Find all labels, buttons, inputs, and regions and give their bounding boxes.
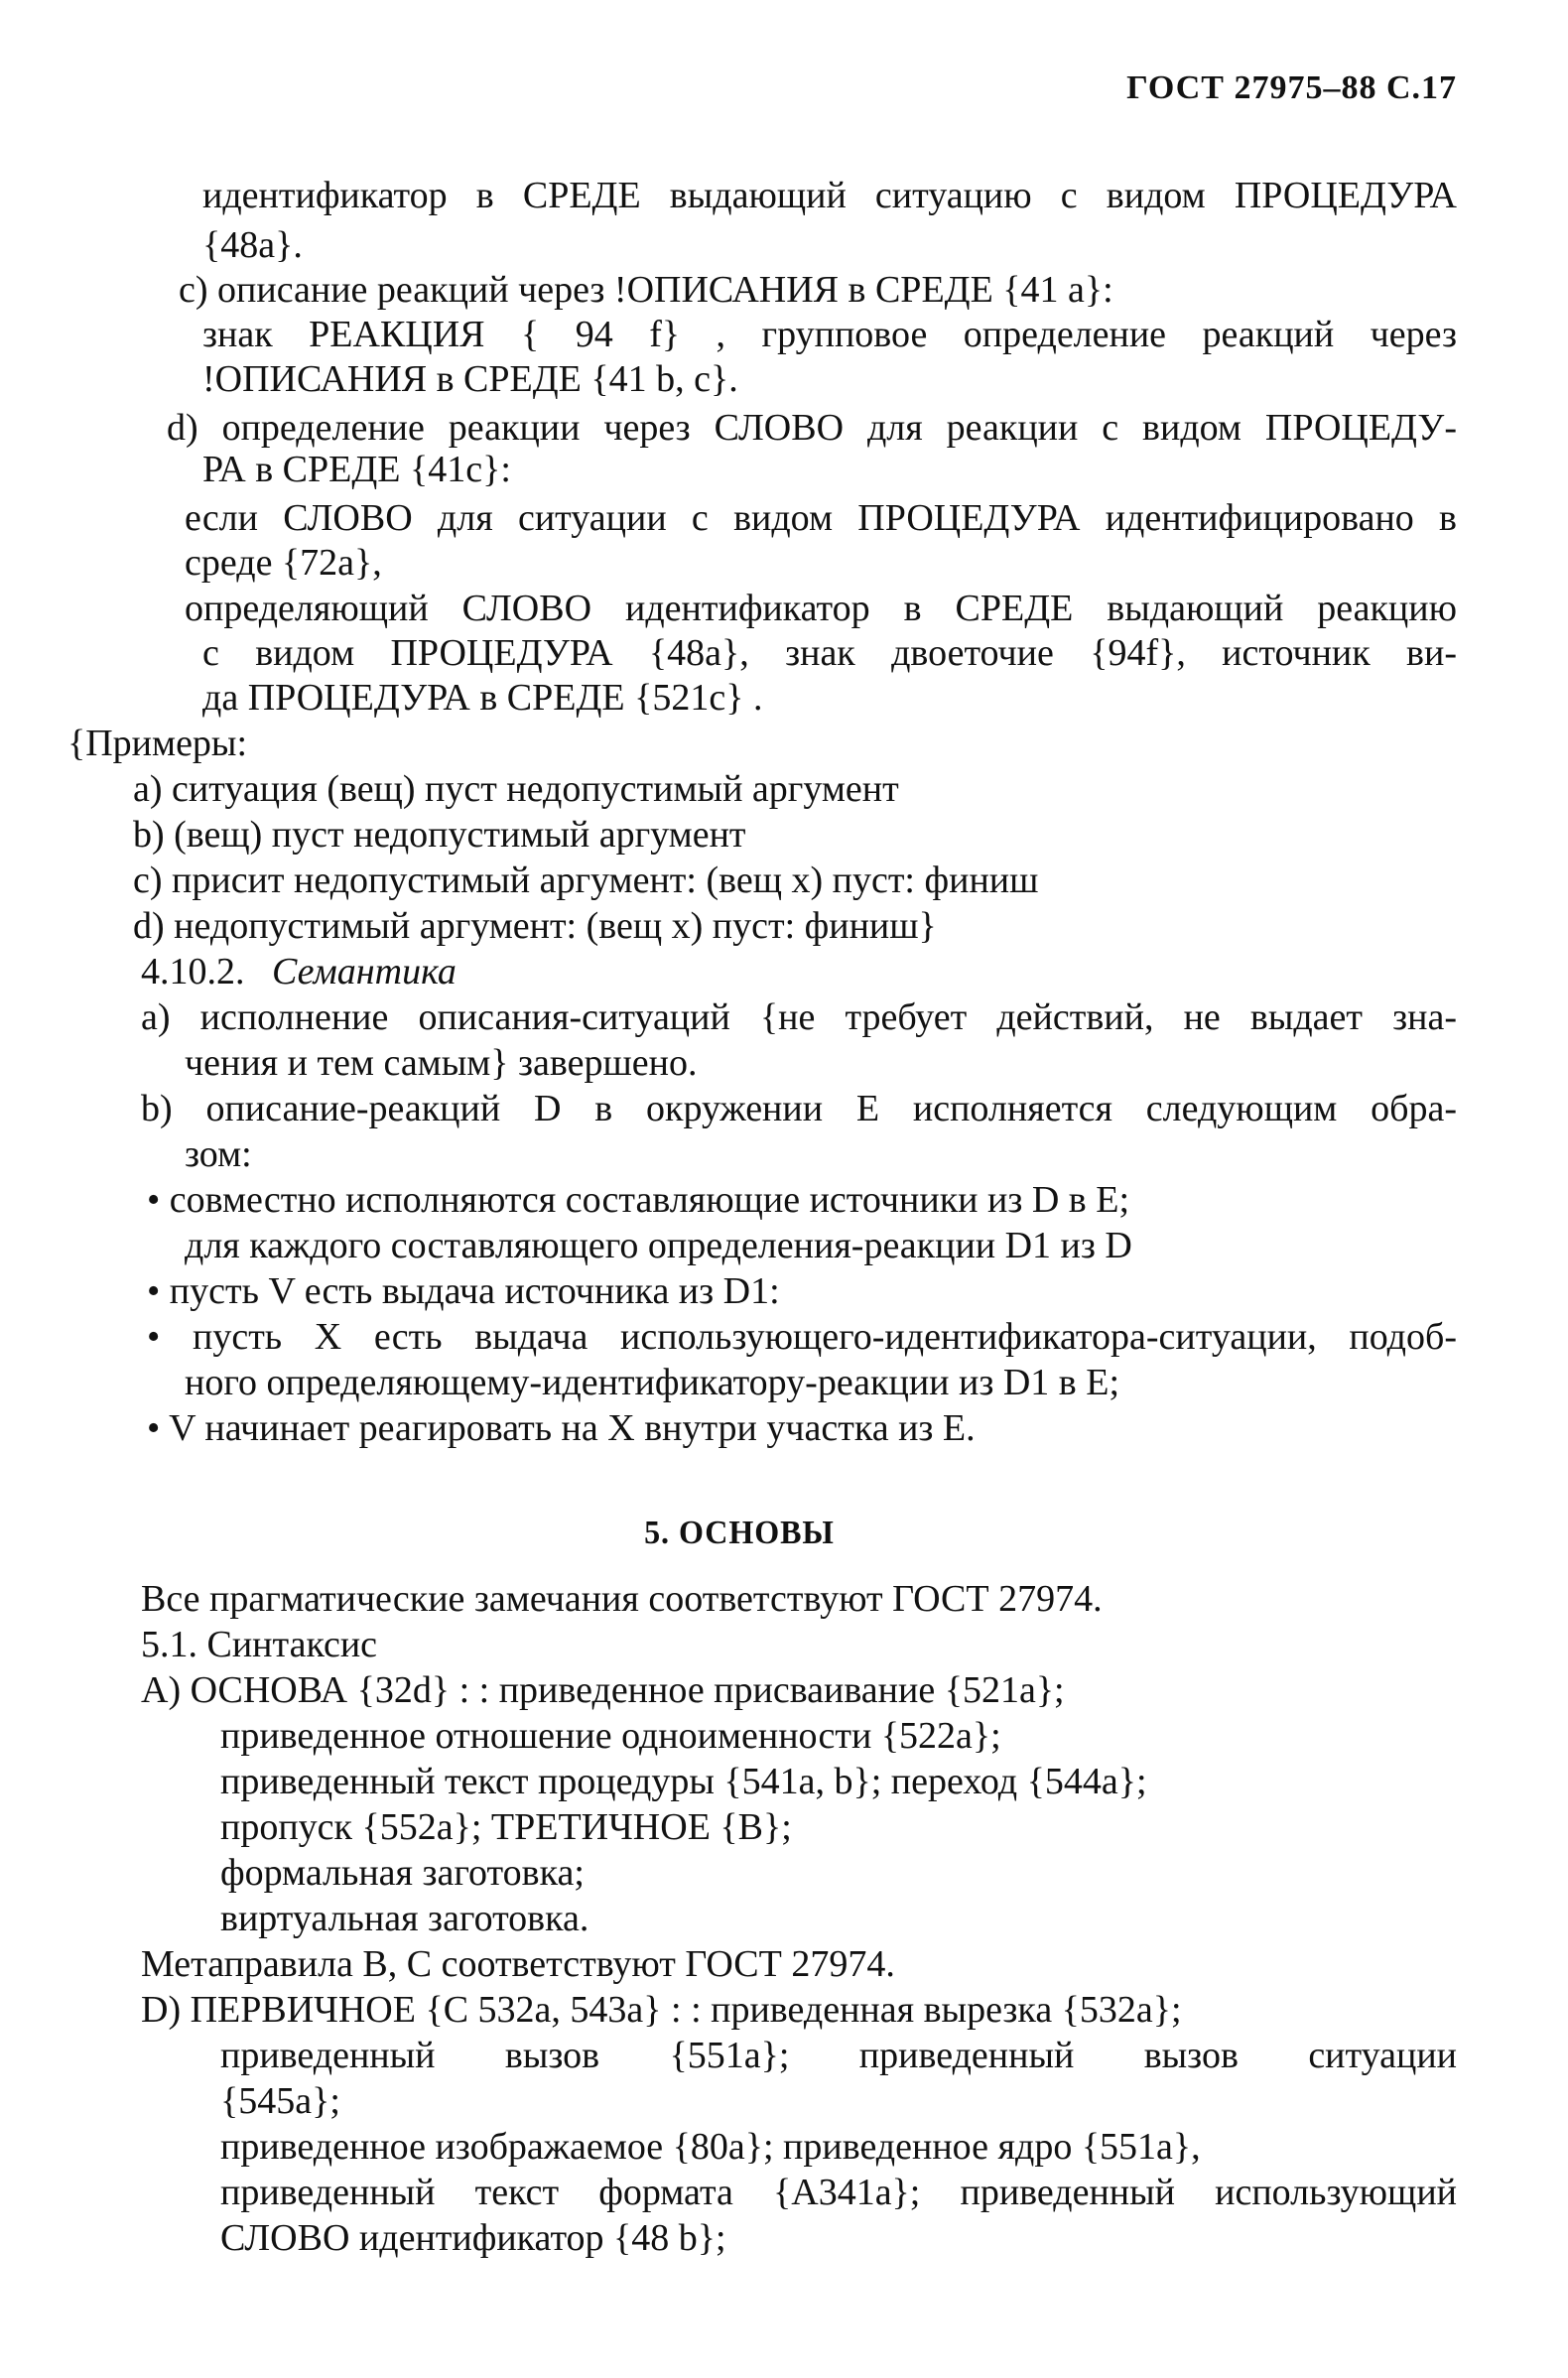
text-line: b) описание-реакций D в окружении E исполняется следующим обра- bbox=[141, 1088, 1457, 1129]
bullet-item: • пусть X есть выдача использующего-идентификатора-ситуации, подоб- bbox=[147, 1316, 1457, 1358]
rule-line: D) ПЕРВИЧНОЕ {C 532a, 543a} : : приведенная вырезка {532a}; bbox=[141, 1989, 1182, 2031]
text-line: да ПРОЦЕДУРА в СРЕДЕ {521c} . bbox=[202, 677, 763, 719]
text-line: Все прагматические замечания соответствуют ГОСТ 27974. bbox=[141, 1578, 1103, 1620]
example-item: a) ситуация (вещ) пуст недопустимый аргумент bbox=[133, 768, 899, 810]
text-line: зом: bbox=[185, 1133, 252, 1175]
rule-line: виртуальная заготовка. bbox=[220, 1898, 589, 1939]
text-line: с видом ПРОЦЕДУРА {48a}, знак двоеточие {94f}, источник ви- bbox=[202, 632, 1457, 674]
section-number: 4.10.2. bbox=[141, 951, 245, 992]
text-line: ного определяющему-идентификатору-реакции из D1 в E; bbox=[185, 1362, 1120, 1403]
rule-line: пропуск {552a}; ТРЕТИЧНОЕ {B}; bbox=[220, 1806, 792, 1848]
text-line: среде {72a}, bbox=[185, 542, 382, 584]
text-line: РА в СРЕДЕ {41c}: bbox=[202, 449, 511, 490]
subsection-title: 5.1. Синтаксис bbox=[141, 1624, 378, 1665]
text-line: знак РЕАКЦИЯ { 94 f} , групповое определение реакций через bbox=[202, 314, 1457, 355]
example-item: d) недопустимый аргумент: (вещ x) пуст: финиш} bbox=[133, 905, 937, 947]
rule-line: СЛОВО идентификатор {48 b}; bbox=[220, 2217, 726, 2259]
text-line: идентификатор в СРЕДЕ выдающий ситуацию с видом ПРОЦЕДУРА bbox=[202, 175, 1457, 216]
rule-line: приведенный текст процедуры {541a, b}; переход {544a}; bbox=[220, 1761, 1147, 1802]
page-header: ГОСТ 27975–88 С.17 bbox=[1126, 69, 1457, 106]
text-line: Метаправила B, C соответствуют ГОСТ 27974. bbox=[141, 1943, 895, 1985]
text-line: {48a}. bbox=[202, 224, 303, 266]
rule-line: {545a}; bbox=[220, 2080, 340, 2122]
section-title: Семантика bbox=[272, 951, 457, 992]
rule-line: приведенное отношение одноименности {522a}; bbox=[220, 1715, 1001, 1757]
text-line: для каждого составляющего определения-реакции D1 из D bbox=[185, 1225, 1132, 1266]
text-line: если СЛОВО для ситуации с видом ПРОЦЕДУРА идентифицировано в bbox=[185, 497, 1457, 539]
text-line: c) описание реакций через !ОПИСАНИЯ в СРЕДЕ {41 a}: bbox=[179, 269, 1113, 311]
rule-line: приведенный вызов {551a}; приведенный вызов ситуации bbox=[220, 2035, 1457, 2076]
text-line: !ОПИСАНИЯ в СРЕДЕ {41 b, c}. bbox=[202, 358, 738, 400]
example-item: b) (вещ) пуст недопустимый аргумент bbox=[133, 814, 746, 856]
text-line: чения и тем самым} завершено. bbox=[185, 1042, 698, 1084]
bullet-item: • V начинает реагировать на X внутри участка из E. bbox=[147, 1407, 976, 1449]
text-line: a) исполнение описания-ситуаций {не требует действий, не выдает зна- bbox=[141, 996, 1457, 1038]
rule-line: формальная заготовка; bbox=[220, 1852, 585, 1894]
rule-line: приведенное изображаемое {80a}; приведенное ядро {551a}, bbox=[220, 2126, 1201, 2168]
rule-line: приведенный текст формата {A341a}; приведенный использующий bbox=[220, 2172, 1457, 2213]
chapter-title: 5. ОСНОВЫ bbox=[644, 1515, 835, 1551]
bullet-item: • пусть V есть выдача источника из D1: bbox=[147, 1270, 780, 1312]
example-item: c) присит недопустимый аргумент: (вещ x) пуст: финиш bbox=[133, 859, 1039, 901]
text-line: d) определение реакции через СЛОВО для реакции с видом ПРОЦЕДУ- bbox=[167, 407, 1457, 449]
rule-line: A) ОСНОВА {32d} : : приведенное присваивание {521a}; bbox=[141, 1669, 1065, 1711]
examples-heading: {Примеры: bbox=[67, 723, 248, 764]
text-line: определяющий СЛОВО идентификатор в СРЕДЕ выдающий реакцию bbox=[185, 588, 1457, 629]
bullet-item: • совместно исполняются составляющие источники из D в E; bbox=[147, 1179, 1130, 1221]
